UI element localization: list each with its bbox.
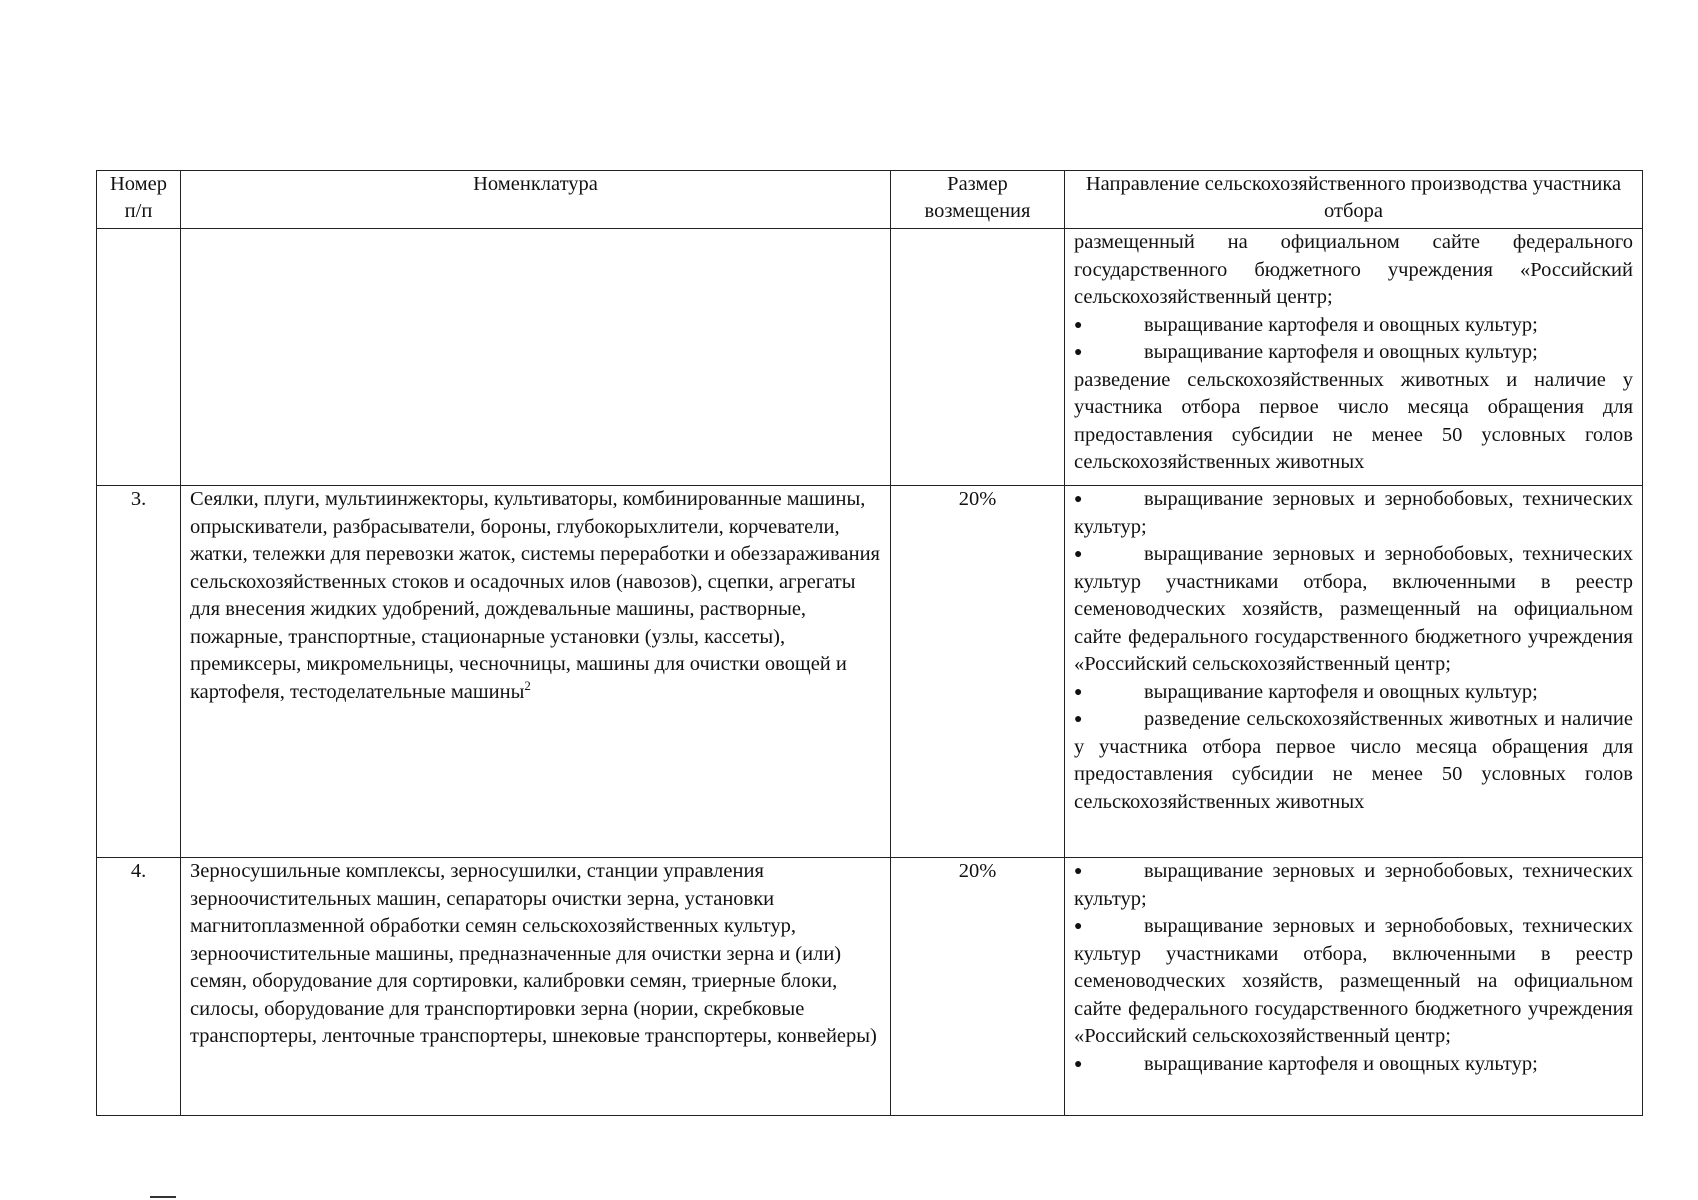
header-nomenclature: Номенклатура xyxy=(181,171,891,229)
cell-size: 20% xyxy=(891,486,1065,858)
bullet-icon: ● xyxy=(1074,864,1083,879)
direction-bullet: ● выращивание зерновых и зернобобовых, технических культур; xyxy=(1074,860,1633,910)
direction-bullet: ● выращивание картофеля и овощных культур; xyxy=(1074,312,1633,340)
table-header-row xyxy=(97,171,1643,229)
direction-bullet: ● разведение сельскохозяйственных животных и наличие у участника отбора первое число месяца обращения для предоставления субсидии не менее 50 условных голов сельскохозяйственных животных xyxy=(1074,708,1633,813)
header-num: Номер п/п xyxy=(97,171,181,229)
bullet-icon: ● xyxy=(1074,919,1083,934)
table-row xyxy=(97,858,1643,1116)
cell-nomenclature: Сеялки, плуги, мультиинжекторы, культиваторы, комбинированные машины, опрыскиватели, разбрасыватели, бороны, глубокорыхлители, корчеватели, жатки, тележки для перевозки жаток, системы переработки и обеззараживания сельскохозяйственных стоков и осадочных илов (навозов), сцепки, агрегаты для внесения жидких удобрений, дождевальные машины, растворные, пожарные, транспортные, стационарные установки (узлы, кассеты), премиксеры, микромельницы, чесночницы, машины для очистки овощей и картофеля, тестоделательные машины$^2$ xyxy=(181,486,891,858)
cell-nomenclature-empty xyxy=(181,229,891,486)
cell-direction xyxy=(1065,486,1643,858)
table-row-continuation xyxy=(97,229,1643,486)
bullet-icon: ● xyxy=(1074,547,1083,562)
bullet-icon: ● xyxy=(1074,1056,1083,1072)
direction-bullet: ● выращивание зерновых и зернобобовых, технических культур участниками отбора, включенными в реестр семеноводческих хозяйств, размещенный на официальном сайте федерального государственного бюджетного учреждения «Российский сельскохозяйственный центр; xyxy=(1074,915,1633,1047)
header-size: Размер возмещения xyxy=(891,171,1065,229)
footnote-mark: 2 xyxy=(524,677,531,693)
bullet-icon: ● xyxy=(1074,345,1083,360)
direction-bullet: ● выращивание картофеля и овощных культур; xyxy=(1074,339,1633,367)
cell-nomenclature: Зерносушильные комплексы, зерносушилки, станции управления зерноочистительных машин, сепараторы очистки зерна, установки магнитоплазменной обработки семян сельскохозяйственных культур, зерноочистительные машины, предназначенные для очистки зерна и (или) семян, оборудование для сортировки, калибровки семян, триерные блоки, силосы, оборудование для транспортировки зерна (нории, скребковые транспортеры, ленточные транспортеры, шнековые транспортеры, конвейеры) xyxy=(181,858,891,1116)
cell-num: 4. xyxy=(97,858,181,1116)
table-row xyxy=(97,486,1643,858)
direction-tail: разведение сельскохозяйственных животных и наличие у участника отбора первое число месяца обращения для предоставления субсидии не менее 50 условных голов сельскохозяйственных животных xyxy=(1074,368,1633,473)
cell-size: 20% xyxy=(891,858,1065,1116)
direction-bullet: ● выращивание картофеля и овощных культур; xyxy=(1074,1051,1633,1079)
direction-bullet: ● выращивание зерновых и зернобобовых, технических культур; xyxy=(1074,488,1633,538)
cell-num: 3. xyxy=(97,486,181,858)
cell-direction xyxy=(1065,229,1643,486)
cell-direction xyxy=(1065,858,1643,1116)
header-direction: Направление сельскохозяйственного производства участника отбора xyxy=(1065,171,1643,229)
bullet-icon: ● xyxy=(1074,492,1083,507)
subsidy-table xyxy=(96,170,1643,1116)
direction-intro: размещенный на официальном сайте федерального государственного бюджетного учреждения «Российский сельскохозяйственный центр; xyxy=(1074,231,1633,308)
bullet-icon: ● xyxy=(1074,317,1083,333)
cell-num-empty xyxy=(97,229,181,486)
scan-mark xyxy=(150,1196,176,1198)
direction-bullet: ● выращивание зерновых и зернобобовых, технических культур участниками отбора, включенными в реестр семеноводческих хозяйств, размещенный на официальном сайте федерального государственного бюджетного учреждения «Российский сельскохозяйственный центр; xyxy=(1074,543,1633,675)
cell-size-empty xyxy=(891,229,1065,486)
direction-bullet: ● выращивание картофеля и овощных культур; xyxy=(1074,679,1633,707)
bullet-icon: ● xyxy=(1074,684,1083,700)
bullet-icon: ● xyxy=(1074,712,1083,727)
